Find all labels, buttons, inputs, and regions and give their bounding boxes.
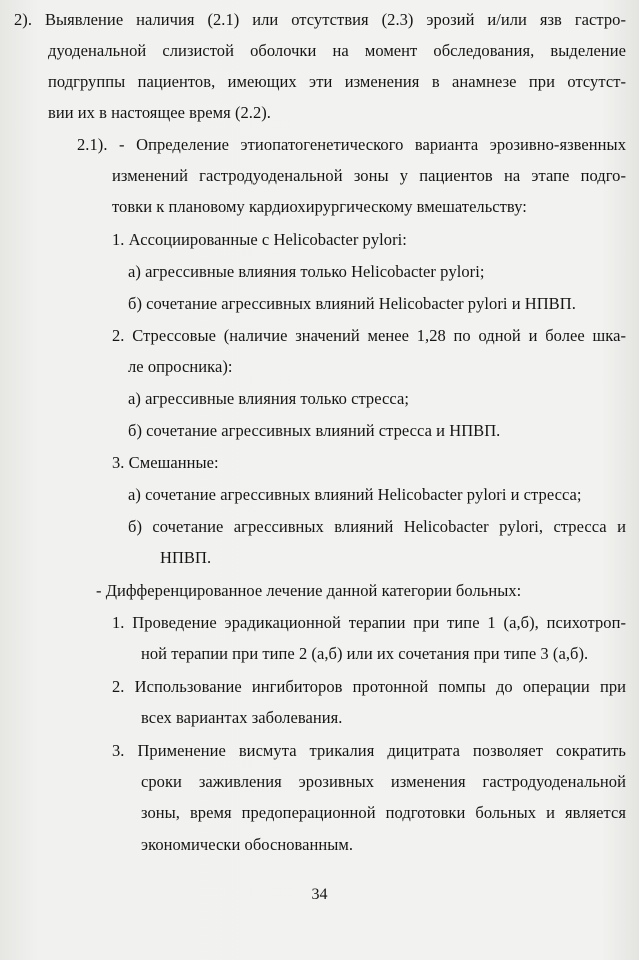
- text-line: НПВП.: [160, 548, 212, 567]
- list-item: 2. Стрессовые (наличие значений менее 1,28 по одной и более шка-: [112, 326, 626, 345]
- page-number: 34: [311, 886, 328, 903]
- list-subitem: б) сочетание агрессивных влияний Helicobacter pylori, стресса и: [128, 517, 626, 536]
- text-line: сроки заживления эрозивных изменения гастродуоденальной: [141, 772, 626, 791]
- section-heading-line: - Дифференцированное лечение данной категории больных:: [96, 581, 522, 600]
- text-line: ле опросника):: [128, 357, 233, 376]
- list-subitem: б) сочетание агрессивных влияний стресса и НПВП.: [128, 421, 501, 440]
- list-item: 2. Использование ингибиторов протонной помпы до операции при: [112, 677, 626, 696]
- text-line: товки к плановому кардиохирургическому вмешательству:: [112, 197, 527, 216]
- list-item: 1. Проведение эрадикационной терапии при типе 1 (а,б), психотроп-: [112, 613, 626, 632]
- text-line: дуоденальной слизистой оболочки на момент обследования, выделение: [48, 41, 626, 60]
- list-item: 1. Ассоциированные с Helicobacter pylori:: [112, 230, 407, 249]
- text-line: 2). Выявление наличия (2.1) или отсутствия (2.3) эрозий и/или язв гастро-: [14, 10, 626, 29]
- text-line: подгруппы пациентов, имеющих эти изменения в анамнезе при отсутст-: [48, 72, 626, 91]
- text-line: изменений гастродуоденальной зоны у пациентов на этапе подго-: [112, 166, 626, 185]
- text-line: ной терапии при типе 2 (а,б) или их сочетания при типе 3 (а,б).: [141, 644, 589, 663]
- text-line: зоны, время предоперационной подготовки больных и является: [141, 803, 626, 822]
- text-line: экономически обоснованным.: [141, 835, 354, 854]
- section-heading-line: 2.1). - Определение этиопатогенетического варианта эрозивно-язвенных: [77, 135, 626, 154]
- list-item: 3. Применение висмута трикалия дицитрата позволяет сократить: [112, 741, 626, 760]
- list-subitem: б) сочетание агрессивных влияний Helicobacter pylori и НПВП.: [128, 294, 576, 313]
- text-line: вии их в настоящее время (2.2).: [48, 103, 271, 122]
- list-subitem: а) агрессивные влияния только стресса;: [128, 389, 409, 408]
- list-item: 3. Смешанные:: [112, 453, 219, 472]
- list-subitem: а) агрессивные влияния только Helicobacter pylori;: [128, 262, 485, 281]
- text-line: всех вариантах заболевания.: [141, 708, 343, 727]
- list-subitem: а) сочетание агрессивных влияний Helicobacter pylori и стресса;: [128, 485, 582, 504]
